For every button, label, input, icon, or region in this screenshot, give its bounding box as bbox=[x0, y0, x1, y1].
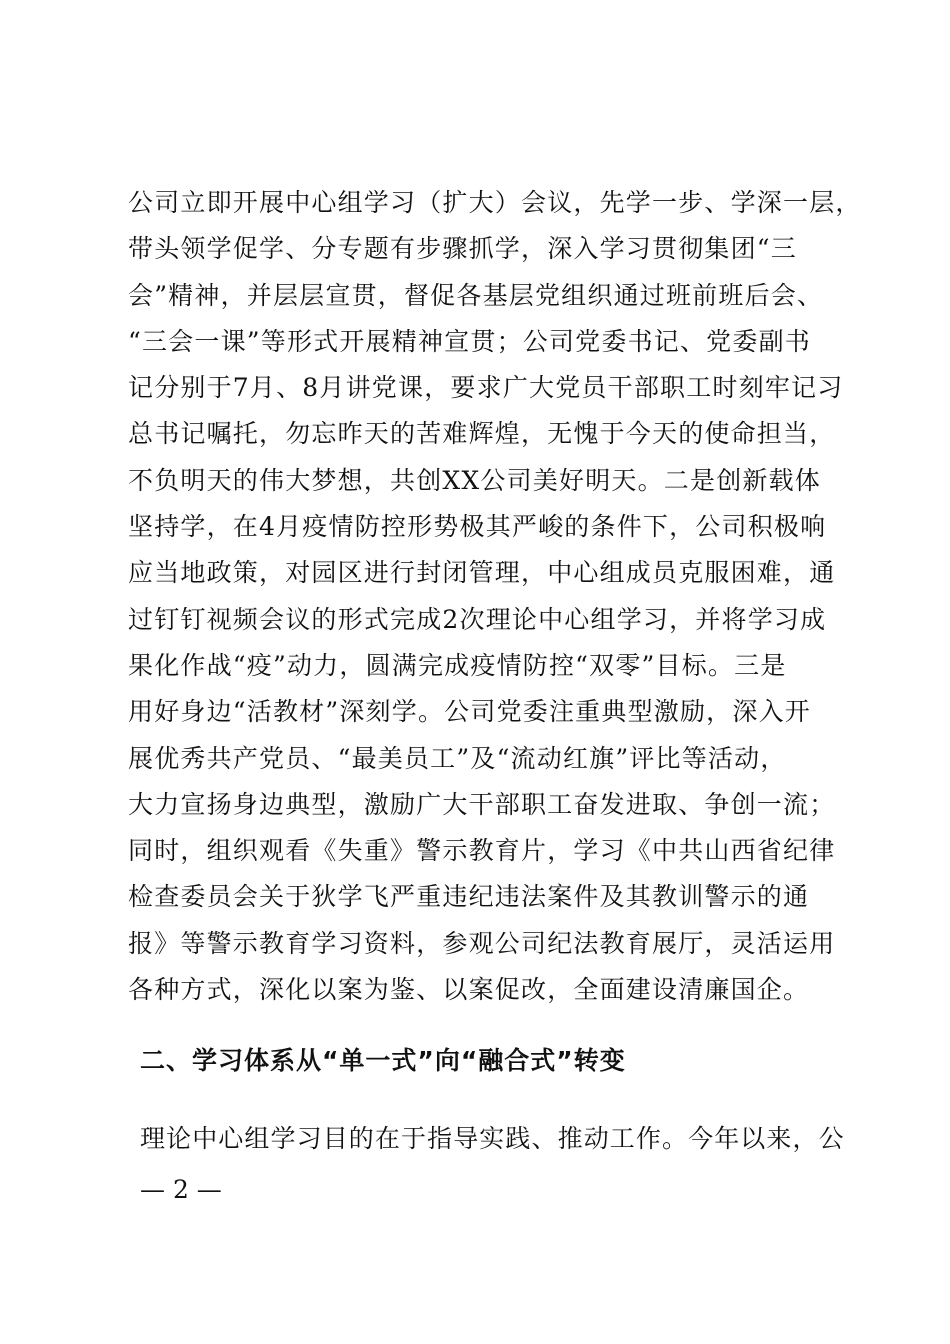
paragraph-line: 公司立即开展中心组学习（扩大）会议，先学一步、学深一层， bbox=[128, 188, 862, 217]
paragraph-line: 同时，组织观看《失重》警示教育片，学习《中共山西省纪律 bbox=[128, 836, 836, 866]
next-paragraph-start: 理论中心组学习目的在于指导实践、推动工作。今年以来，公 bbox=[140, 1124, 845, 1153]
paragraph-line: 应当地政策，对园区进行封闭管理，中心组成员克服困难，通 bbox=[128, 558, 836, 588]
page-number: — 2 — bbox=[140, 1175, 222, 1204]
paragraph-line: 带头领学促学、分专题有步骤抓学，深入学习贯彻集团“三 bbox=[128, 234, 797, 264]
paragraph-line: 不负明天的伟大梦想，共创XX公司美好明天。二是创新载体 bbox=[128, 465, 821, 495]
paragraph-line: 坚持学，在4月疫情防控形势极其严峻的条件下，公司积极响 bbox=[128, 512, 827, 542]
paragraph-line: 果化作战“疫”动力，圆满完成疫情防控“双零”目标。三是 bbox=[128, 650, 787, 680]
paragraph-line: 各种方式，深化以案为鉴、以案促改，全面建设清廉国企。 bbox=[128, 975, 810, 1005]
paragraph-line: 记分别于7月、8月讲党课，要求广大党员干部职工时刻牢记习 bbox=[128, 373, 844, 403]
paragraph-line: 过钉钉视频会议的形式完成2次理论中心组学习，并将学习成 bbox=[128, 604, 827, 634]
paragraph-line: 总书记嘱托，勿忘昨天的苦难辉煌，无愧于今天的使命担当， bbox=[128, 419, 836, 449]
paragraph-line: 展优秀共产党员、“最美员工”及“流动红旗”评比等活动， bbox=[128, 743, 787, 773]
section-heading: 二、学习体系从“单一式”向“融合式”转变 bbox=[140, 1046, 626, 1075]
paragraph-line: “三会一课”等形式开展精神宣贯；公司党委书记、党委副书 bbox=[128, 326, 811, 356]
paragraph-line: 检查委员会关于狄学飞严重违纪违法案件及其教训警示的通 bbox=[128, 882, 810, 912]
paragraph-line: 大力宣扬身边典型，激励广大干部职工奋发进取、争创一流； bbox=[128, 789, 836, 819]
paragraph-line: 用好身边“活教材”深刻学。公司党委注重典型激励，深入开 bbox=[128, 697, 811, 727]
body-paragraph bbox=[128, 180, 862, 1013]
paragraph-line: 报》等警示教育学习资料，参观公司纪法教育展厅，灵活运用 bbox=[128, 928, 836, 958]
paragraph-line: 会”精神，并层层宣贯，督促各基层党组织通过班前班后会、 bbox=[128, 280, 824, 310]
